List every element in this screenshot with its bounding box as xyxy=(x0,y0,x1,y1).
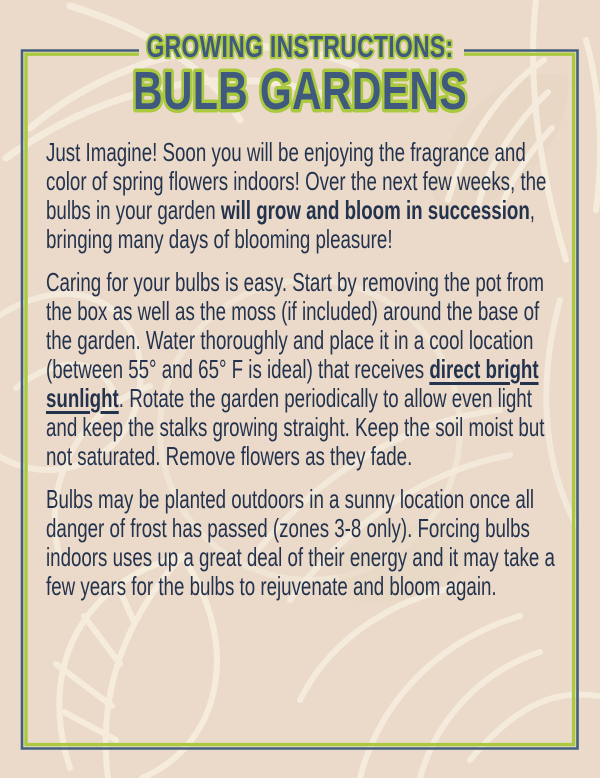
paragraph xyxy=(46,485,558,601)
text-segment: will grow and bloom in succession xyxy=(220,195,530,225)
text-segment: . Rotate the garden periodically to allow even light and keep the stalks growing straight. Keep the soil moist but not saturated. Remove flowers as they fade. xyxy=(46,383,545,471)
paragraph xyxy=(46,138,558,254)
kicker-heading: GROWING INSTRUCTIONS: xyxy=(146,29,454,64)
text-segment: Just Imagine! Soon you will be enjoying the fragrance and color of spring flowers indoors! Over the next few weeks, the bulbs in your garden xyxy=(46,137,547,225)
text-segment: Caring for your bulbs is easy. Start by removing the pot from the box as well as the moss (if included) around the base of the garden. Water thoroughly and place it in a cool location (between 55° and 65° F is ideal) that receives xyxy=(46,267,545,384)
paragraph xyxy=(46,268,558,471)
text-segment: direct bright sunlight xyxy=(46,354,539,413)
header-lockup xyxy=(0,0,600,128)
text-segment: Bulbs may be planted outdoors in a sunny location once all danger of frost has passed (zones 3-8 only). Forcing bulbs indoors uses up a great deal of their energy and it may take a few years for the bulbs to rejuvenate and bloom again. xyxy=(46,484,555,601)
text-segment: , bringing many days of blooming pleasure! xyxy=(46,195,535,254)
instructions-text xyxy=(46,138,558,615)
page-title: BULB GARDENS xyxy=(133,61,467,121)
